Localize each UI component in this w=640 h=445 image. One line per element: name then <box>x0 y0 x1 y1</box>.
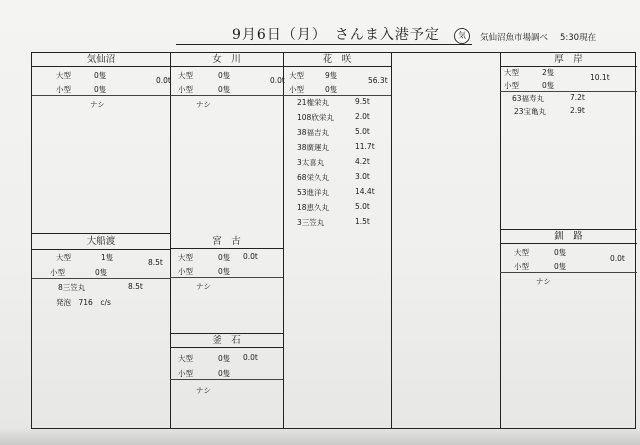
large-label: 大型 <box>289 71 304 80</box>
port-name: 気仙沼 <box>32 53 170 67</box>
port-block-akkeshi <box>500 53 637 231</box>
row-divider <box>283 95 391 96</box>
small-label: 小型 <box>178 85 193 94</box>
port-name: 宮 古 <box>170 235 283 249</box>
title-underline <box>176 44 472 45</box>
large-label: 大型 <box>504 68 519 77</box>
large-label: 大型 <box>514 248 529 257</box>
boat-name: 18恵久丸 <box>297 203 330 212</box>
large-count: 9隻 <box>325 71 338 80</box>
large-label: 大型 <box>178 71 193 80</box>
small-count: 0隻 <box>94 85 107 94</box>
port-block-kamaishi <box>170 333 283 430</box>
no-arrivals-note: ナシ <box>196 386 211 395</box>
small-count: 0隻 <box>218 369 231 378</box>
large-count: 1隻 <box>101 253 114 262</box>
boat-tons: 14.4t <box>355 187 375 196</box>
row-divider <box>500 272 637 273</box>
boat-name: 38福吉丸 <box>297 128 330 137</box>
small-label: 小型 <box>178 369 193 378</box>
large-count: 0隻 <box>94 71 107 80</box>
row-divider <box>170 95 283 96</box>
foam-box-count: 発泡 716 c/s <box>56 298 111 307</box>
large-label: 大型 <box>178 354 193 363</box>
small-label: 小型 <box>504 81 519 90</box>
no-arrivals-note: ナシ <box>536 277 551 286</box>
row-divider <box>32 95 170 96</box>
tonnage-total: 0.0t <box>610 254 625 263</box>
boat-name: 3三笠丸 <box>297 218 325 227</box>
small-count: 0隻 <box>542 81 555 90</box>
no-arrivals-note: ナシ <box>196 100 211 109</box>
tonnage-total: 0.0t <box>270 76 285 85</box>
large-count: 0隻 <box>218 71 231 80</box>
market-seal-icon: 気 <box>454 28 470 44</box>
large-count: 0隻 <box>218 354 231 363</box>
boat-tons: 1.5t <box>355 217 370 226</box>
port-block-ofunato <box>32 233 170 430</box>
boat-name: 3太喜丸 <box>297 158 325 167</box>
small-count: 0隻 <box>554 262 567 271</box>
large-count: 0隻 <box>554 248 567 257</box>
small-count: 0隻 <box>95 268 108 277</box>
tonnage-total: 0.0t <box>243 252 258 261</box>
tonnage-total: 8.5t <box>148 258 163 267</box>
boat-name: 63福寿丸 <box>512 94 545 103</box>
port-table <box>31 52 636 429</box>
as-of-time: 5:30現在 <box>560 33 597 43</box>
port-name: 厚 岸 <box>500 53 637 67</box>
boat-tons: 9.5t <box>355 97 370 106</box>
large-label: 大型 <box>56 71 71 80</box>
column-divider <box>391 53 392 428</box>
large-label: 大型 <box>56 253 71 262</box>
tonnage-total: 10.1t <box>590 73 610 82</box>
boat-name: 8三笠丸 <box>58 283 86 292</box>
boat-name: 21権栄丸 <box>297 98 330 107</box>
boat-name: 68栄久丸 <box>297 173 330 182</box>
port-block-miyako <box>170 233 283 333</box>
header <box>0 18 640 48</box>
boat-name: 38廣運丸 <box>297 143 330 152</box>
boat-tons: 2.9t <box>570 106 585 115</box>
port-name: 女 川 <box>170 53 283 67</box>
port-block-kushiro <box>500 229 637 430</box>
port-block-onagawa <box>170 53 283 238</box>
port-name: 花 咲 <box>283 53 391 67</box>
small-count: 0隻 <box>218 267 231 276</box>
boat-tons: 4.2t <box>355 157 370 166</box>
tonnage-total: 56.3t <box>368 76 388 85</box>
page-title: 9月6日（月） さんま入港予定 <box>232 27 440 43</box>
boat-name: 108欣栄丸 <box>297 113 334 122</box>
port-name: 釧 路 <box>500 229 637 244</box>
boat-tons: 5.0t <box>355 127 370 136</box>
small-label: 小型 <box>289 85 304 94</box>
large-label: 大型 <box>178 253 193 262</box>
no-arrivals-note: ナシ <box>90 100 105 109</box>
tonnage-total: 0.0t <box>243 353 258 362</box>
small-label: 小型 <box>50 268 65 277</box>
small-label: 小型 <box>56 85 71 94</box>
no-arrivals-note: ナシ <box>196 282 211 291</box>
issuer-text: 気仙沼魚市場調べ <box>480 33 549 43</box>
boat-tons: 2.0t <box>355 112 370 121</box>
boat-tons: 11.7t <box>355 142 375 151</box>
boat-tons: 3.0t <box>355 172 370 181</box>
boat-tons: 7.2t <box>570 93 585 102</box>
port-block-hanasaki <box>283 53 391 430</box>
small-count: 0隻 <box>325 85 338 94</box>
small-label: 小型 <box>178 267 193 276</box>
boat-name: 23宝亀丸 <box>514 107 547 116</box>
boat-tons: 8.5t <box>128 282 143 291</box>
port-name: 釜 石 <box>170 333 283 348</box>
small-count: 0隻 <box>218 85 231 94</box>
boat-name: 53進洋丸 <box>297 188 330 197</box>
row-divider <box>32 278 170 279</box>
boat-tons: 5.0t <box>355 202 370 211</box>
row-divider <box>170 277 283 278</box>
row-divider <box>500 91 637 92</box>
port-name: 大船渡 <box>32 233 170 250</box>
row-divider <box>170 379 283 380</box>
port-block-kesennuma <box>32 53 170 233</box>
tonnage-total: 0.0t <box>156 76 171 85</box>
large-count: 2隻 <box>542 68 555 77</box>
large-count: 0隻 <box>218 253 231 262</box>
small-label: 小型 <box>514 262 529 271</box>
